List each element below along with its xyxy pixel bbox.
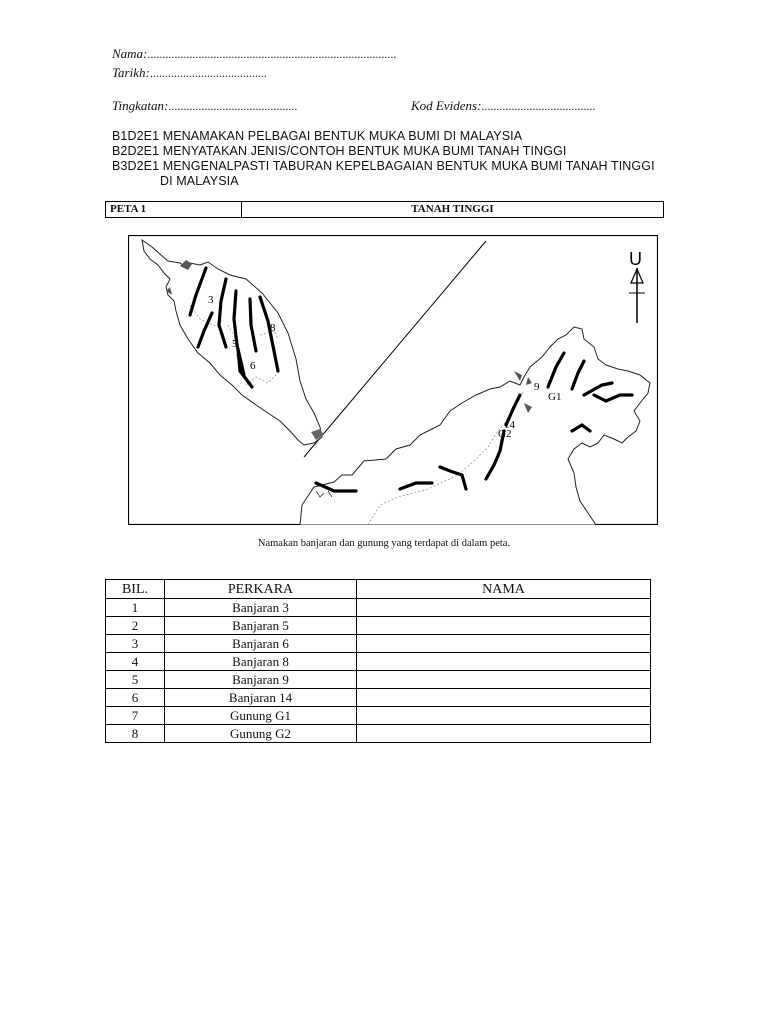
tingkatan-dots: ........................................... — [168, 99, 298, 113]
peta-title: TANAH TINGGI — [411, 203, 494, 215]
table-row — [106, 599, 651, 617]
table-row — [106, 635, 651, 653]
cell-perkara: Banjaran 5 — [165, 617, 357, 635]
label-8: 8 — [270, 322, 276, 334]
cell-bil: 3 — [106, 635, 165, 653]
label-14: 14 — [504, 419, 515, 431]
cell-bil: 7 — [106, 707, 165, 725]
standard-b3: B3D2E1 MENGENALPASTI TABURAN KEPELBAGAIAN BENTUK MUKA BUMI TANAH TINGGI — [112, 159, 655, 173]
cell-perkara: Banjaran 6 — [165, 635, 357, 653]
map-svg — [128, 235, 658, 525]
malaysia-map — [128, 235, 658, 525]
tarikh-dots: ....................................... — [149, 66, 267, 80]
table-row — [106, 689, 651, 707]
cell-perkara: Banjaran 9 — [165, 671, 357, 689]
cell-bil: 5 — [106, 671, 165, 689]
label-5: 5 — [232, 338, 238, 350]
standard-b3-cont: DI MALAYSIA — [160, 174, 239, 188]
tingkatan-label: Tingkatan: — [112, 98, 169, 113]
cell-bil: 1 — [106, 599, 165, 617]
table-row — [106, 707, 651, 725]
table-row — [106, 725, 651, 743]
cell-nama-answer[interactable] — [357, 689, 651, 707]
answer-table — [105, 579, 651, 743]
label-3: 3 — [208, 294, 214, 306]
nama-dots: ................................................................................... — [147, 47, 397, 61]
standard-b1: B1D2E1 MENAMAKAN PELBAGAI BENTUK MUKA BUMI DI MALAYSIA — [112, 129, 523, 143]
cell-perkara: Banjaran 3 — [165, 599, 357, 617]
label-g2: G2 — [498, 428, 512, 440]
cell-perkara: Gunung G2 — [165, 725, 357, 743]
col-perkara: PERKARA — [165, 580, 357, 599]
tarikh-field[interactable] — [112, 64, 267, 82]
col-bil: BIL. — [106, 580, 165, 599]
kod-evidens-dots: ...................................... — [481, 99, 596, 113]
cell-nama-answer[interactable] — [357, 707, 651, 725]
table-header-row — [106, 580, 651, 599]
tingkatan-field[interactable] — [112, 97, 297, 115]
north-letter: U — [629, 249, 642, 269]
label-6: 6 — [250, 360, 256, 372]
cell-nama-answer[interactable] — [357, 725, 651, 743]
standard-b2: B2D2E1 MENYATAKAN JENIS/CONTOH BENTUK MUKA BUMI TANAH TINGGI — [112, 144, 567, 158]
cell-nama-answer[interactable] — [357, 599, 651, 617]
cell-perkara: Banjaran 14 — [165, 689, 357, 707]
cell-nama-answer[interactable] — [357, 617, 651, 635]
table-row — [106, 671, 651, 689]
label-9: 9 — [534, 381, 540, 393]
peta-label: PETA 1 — [106, 202, 242, 217]
cell-bil: 6 — [106, 689, 165, 707]
cell-bil: 8 — [106, 725, 165, 743]
table-row — [106, 617, 651, 635]
nama-label: Nama: — [112, 46, 148, 61]
kod-evidens-field[interactable] — [411, 97, 595, 115]
cell-nama-answer[interactable] — [357, 671, 651, 689]
nama-field[interactable] — [112, 45, 396, 63]
table-row — [106, 653, 651, 671]
map-caption: Namakan banjaran dan gunung yang terdapat di dalam peta. — [257, 538, 511, 549]
cell-perkara: Banjaran 8 — [165, 653, 357, 671]
kod-evidens-label: Kod Evidens: — [411, 98, 482, 113]
label-g1: G1 — [548, 391, 562, 403]
cell-nama-answer[interactable] — [357, 653, 651, 671]
cell-bil: 2 — [106, 617, 165, 635]
cell-perkara: Gunung G1 — [165, 707, 357, 725]
tarikh-label: Tarikh: — [112, 65, 150, 80]
peta-header-bar — [105, 201, 664, 218]
cell-nama-answer[interactable] — [357, 635, 651, 653]
cell-bil: 4 — [106, 653, 165, 671]
col-nama: NAMA — [357, 580, 651, 599]
